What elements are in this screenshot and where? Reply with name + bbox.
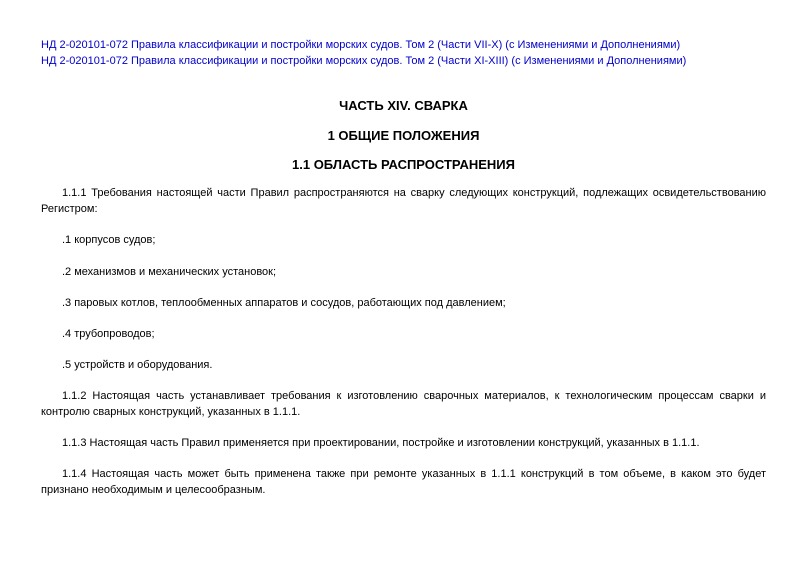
list-item-2 (41, 264, 766, 280)
list-item-text: .4 трубопроводов; (62, 328, 155, 340)
paragraph-text: 1.1.3 Настоящая часть Правил применяется при проектировании, постройке и изготовлении конструкций, указанных в 1.1.1. (62, 437, 700, 449)
list-item-1 (41, 232, 766, 248)
related-documents (41, 37, 781, 69)
list-item-4 (41, 326, 766, 342)
paragraph-1-1-1 (41, 185, 766, 217)
part-title: ЧАСТЬ XIV. СВАРКА (339, 98, 468, 113)
list-item-text: .2 механизмов и механических установок; (62, 266, 277, 278)
paragraph-1-1-2 (41, 388, 766, 420)
list-item-text: .5 устройств и оборудования. (62, 359, 213, 371)
subsection-title: 1.1 ОБЛАСТЬ РАСПРОСТРАНЕНИЯ (292, 157, 515, 172)
list-item-3 (41, 295, 766, 311)
paragraph-1-1-4 (41, 466, 766, 498)
paragraph-1-1-3 (41, 435, 766, 451)
section-title: 1 ОБЩИЕ ПОЛОЖЕНИЯ (327, 128, 480, 143)
paragraph-text: 1.1.2 Настоящая часть устанавливает требования к изготовлению сварочных материалов, к технологическим процессам сварки и контролю сварных конструкций, указанных в 1.1.1. (41, 390, 766, 418)
list-item-5 (41, 357, 766, 373)
paragraph-text: 1.1.1 Требования настоящей части Правил распространяются на сварку следующих конструкций, подлежащих освидетельствованию Регистром: (41, 187, 766, 215)
paragraph-text: 1.1.4 Настоящая часть может быть применена также при ремонте указанных в 1.1.1 конструкций в том объеме, в каком это будет признано необходимым и целесообразным. (41, 468, 766, 496)
list-item-text: .3 паровых котлов, теплообменных аппаратов и сосудов, работающих под давлением; (62, 297, 506, 309)
related-doc-link-vol2-parts-7-10[interactable]: НД 2-020101-072 Правила классификации и постройки морских судов. Том 2 (Части VII-X) (с Изменениями и Дополнениями) (41, 39, 681, 51)
related-doc-link-vol2-parts-11-13[interactable]: НД 2-020101-072 Правила классификации и постройки морских судов. Том 2 (Части XI-XIII) (с Изменениями и Дополнениями) (41, 55, 687, 67)
list-item-text: .1 корпусов судов; (62, 234, 156, 246)
